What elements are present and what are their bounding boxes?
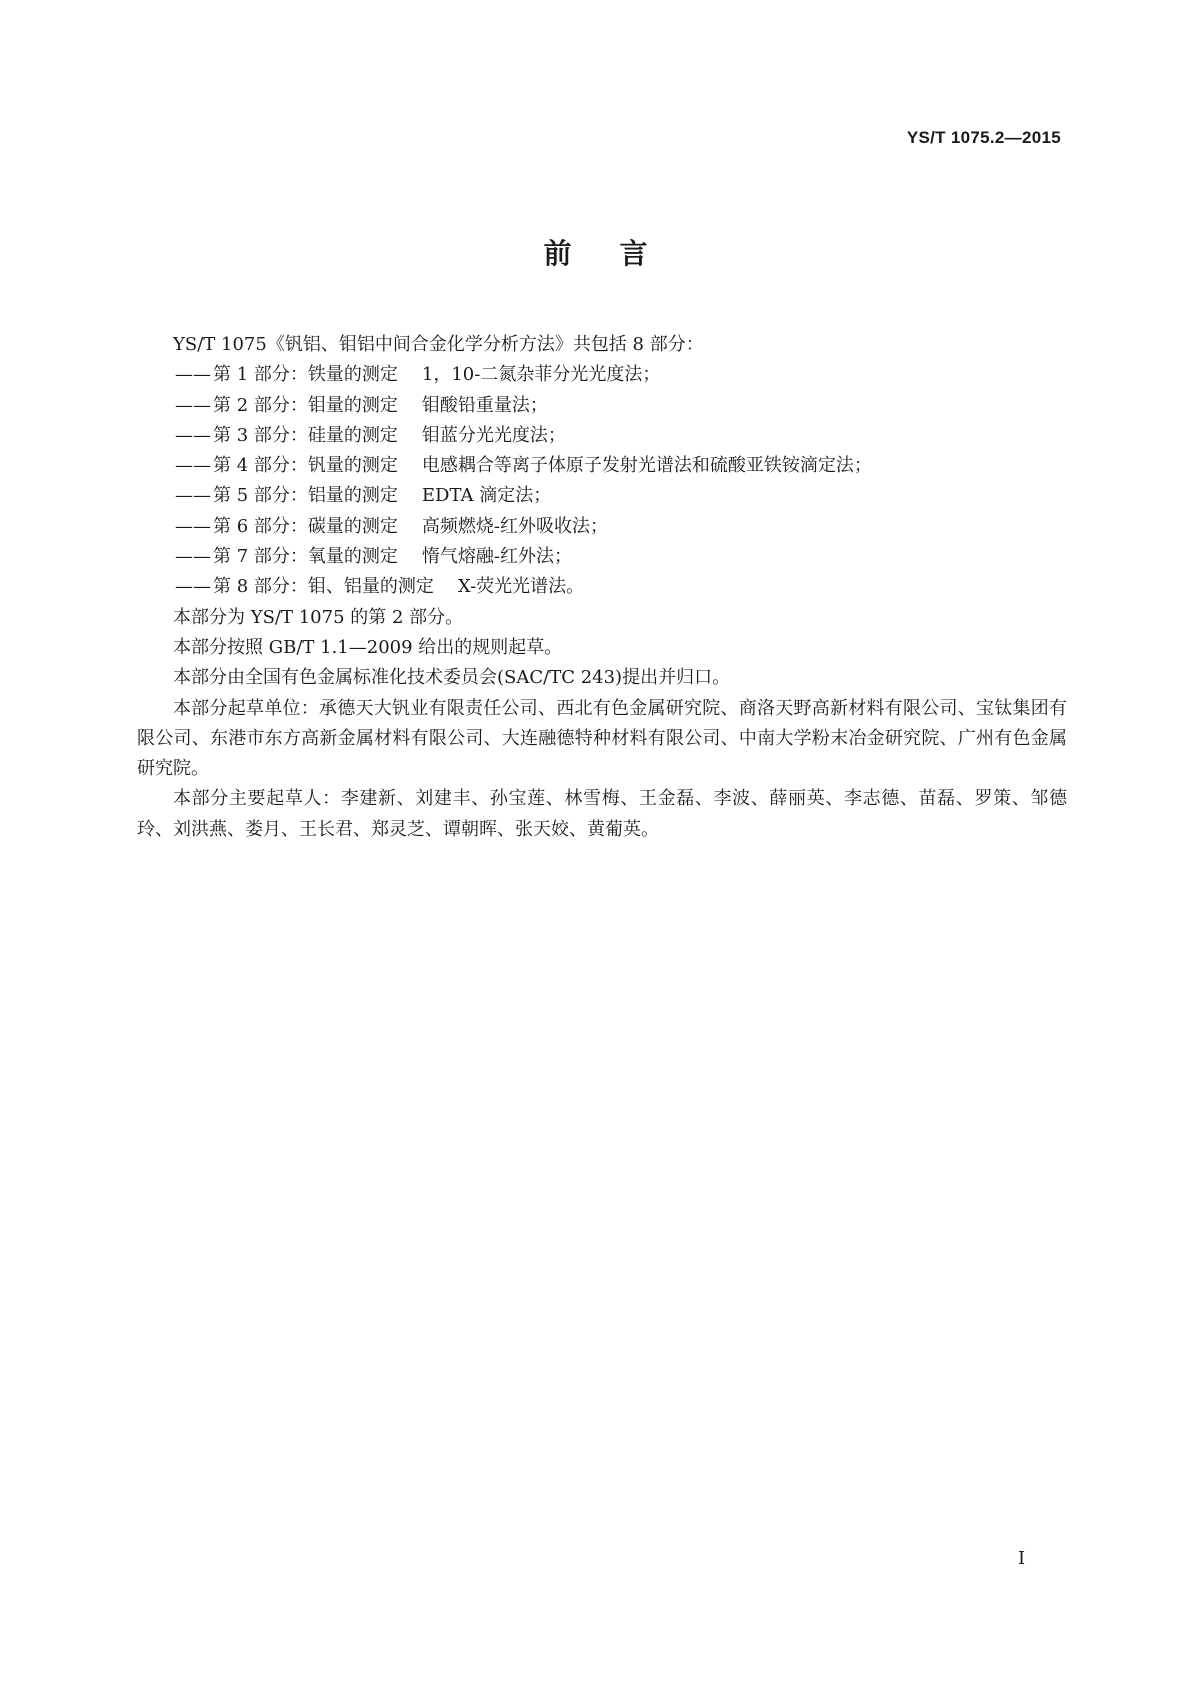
list-item xyxy=(137,572,1067,602)
drafting-units: 本部分起草单位：承德天大钒业有限责任公司、西北有色金属研究院、商洛天野高新材料有限公司、宝钛集团有限公司、东港市东方高新金属材料有限公司、大连融德特种材料有限公司、中南大学粉末冶金研究院、广州有色金属研究院。 xyxy=(137,697,1067,780)
part-statement: 本部分为 YS/T 1075 的第 2 部分。 xyxy=(173,606,464,628)
list-item xyxy=(137,391,1067,421)
part-method: 1，10-二氮杂菲分光光度法； xyxy=(421,364,661,386)
list-item xyxy=(137,481,1067,511)
dash: —— xyxy=(175,515,211,537)
drafters: 本部分主要起草人：李建新、刘建丰、孙宝莲、林雪梅、王金磊、李波、薛丽英、李志德、苗磊、罗策、邹德玲、刘洪燕、娄月、王长君、郑灵芝、谭朝晖、张天姣、黄葡英。 xyxy=(137,788,1067,840)
part-label: 第 6 部分：碳量的测定 xyxy=(213,515,398,537)
part-label: 第 1 部分：铁量的测定 xyxy=(213,364,398,386)
part-label: 第 2 部分：钼量的测定 xyxy=(213,394,398,416)
dash: —— xyxy=(175,546,211,568)
list-item xyxy=(137,360,1067,390)
dash: —— xyxy=(175,576,211,598)
list-item xyxy=(137,542,1067,572)
dash: —— xyxy=(175,364,211,386)
document-code: YS/T 1075.2—2015 xyxy=(906,128,1061,147)
dash: —— xyxy=(175,394,211,416)
foreword-body xyxy=(137,330,1067,845)
part-method: 钼蓝分光光度法； xyxy=(421,424,566,446)
part-label: 第 5 部分：铝量的测定 xyxy=(213,485,398,507)
part-method: X-荧光光谱法。 xyxy=(457,576,585,598)
proposer-statement: 本部分由全国有色金属标准化技术委员会(SAC/TC 243)提出并归口。 xyxy=(173,667,731,689)
parts-list xyxy=(137,360,1067,602)
dash: —— xyxy=(175,485,211,507)
part-method: EDTA 滴定法； xyxy=(421,485,552,507)
part-method: 高频燃烧-红外吸收法； xyxy=(421,515,608,537)
part-label: 第 4 部分：钒量的测定 xyxy=(213,455,398,477)
part-label: 第 7 部分：氧量的测定 xyxy=(213,546,398,568)
part-label: 第 3 部分：硅量的测定 xyxy=(213,424,398,446)
list-item xyxy=(137,421,1067,451)
intro-paragraph: YS/T 1075《钒铝、钼铝中间合金化学分析方法》共包括 8 部分： xyxy=(173,334,704,355)
part-method: 钼酸铅重量法； xyxy=(421,394,548,416)
part-method: 惰气熔融-红外法； xyxy=(421,546,572,568)
dash: —— xyxy=(175,424,211,446)
list-item xyxy=(137,451,1067,481)
page-title: 前言 xyxy=(543,237,696,270)
dash: —— xyxy=(175,455,211,477)
drafting-rules: 本部分按照 GB/T 1.1—2009 给出的规则起草。 xyxy=(173,636,563,658)
part-method: 电感耦合等离子体原子发射光谱法和硫酸亚铁铵滴定法； xyxy=(421,455,872,477)
part-label: 第 8 部分：钼、铝量的测定 xyxy=(213,576,434,598)
list-item xyxy=(137,512,1067,542)
page-number: I xyxy=(1018,1548,1026,1569)
